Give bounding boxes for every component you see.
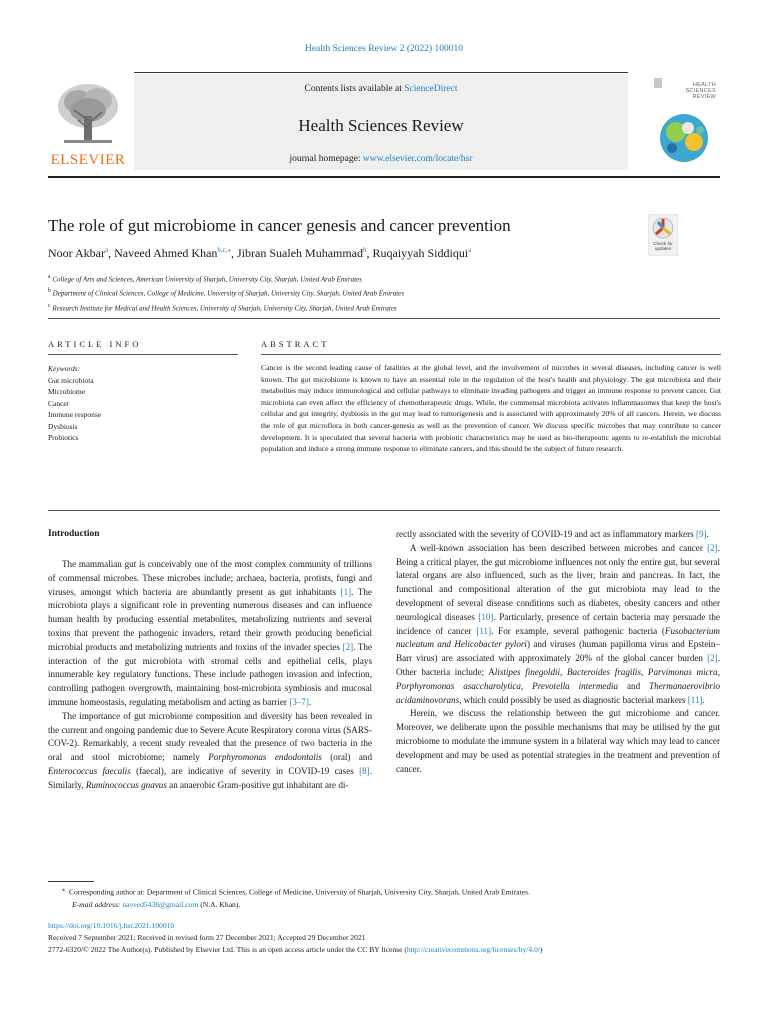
contents-line [134, 84, 628, 94]
cover-line-1: HEALTH [692, 82, 716, 88]
keyword: Immune response [48, 410, 102, 419]
homepage-link[interactable]: www.elsevier.com/locate/hsr [362, 154, 473, 164]
affiliation-text: Research Institute for Medical and Health Sciences, University of Sharjah, University City, Sharjah, United Arab Emirates [52, 303, 397, 312]
cover-title [685, 82, 716, 100]
affiliation-mark: a [48, 274, 51, 280]
journal-header [48, 72, 720, 172]
crossmark-label [648, 241, 678, 252]
divider [48, 510, 720, 511]
license-suffix: ) [540, 945, 543, 954]
footnote-mark: ⁎ [62, 886, 66, 893]
header-band [134, 74, 628, 170]
email-link[interactable]: naveed5438@gmail.com [122, 899, 199, 909]
affiliation-mark: c [48, 302, 51, 309]
affiliation-text: Department of Clinical Sciences, College of Medicine, University of Sharjah, University City, Sharjah, United Arab Emirates [52, 289, 405, 298]
check-for-updates-badge[interactable] [648, 214, 678, 256]
abstract-rule [261, 354, 721, 355]
author-name[interactable]: Jibran Sualeh Muhammad [237, 246, 364, 260]
keywords-block [48, 363, 238, 444]
article-info-rule [48, 354, 238, 355]
paragraph: A well-known association has been described between microbes and cancer [2]. Being a critical player, the gut microbiome influences not only the entire gut, but several lateral organs are also influenced, such as the liver, brain and pancreas. In fact, the functional and compositional alteration of the gut microbiota may lead to the development of several disease conditions such as diabetes, obesity cancers and other neurological diseases [10]. Particularly, presence of certain bacteria may persuade the incidence of cancer [11]. For example, several pathogenic bacteria (Fusobacterium nucleatum and Helicobacter pylori) and viruses (human papilloma virus and Epstein–Barr virus) are associated with approximately 20% of the global cancer burden [2]. Other bacteria include; Alistipes finegoldii, Bacteroides fragilis, Parvimonas micra, Porphyromonas asaccharolytica, Prevotella intermedia and Thermanaerovibrio acidaminovorans, which could possibly be used as diagnostic bacterial markers [11]. [396, 542, 720, 705]
cover-line-2: SCIENCES [685, 88, 716, 94]
citation-link[interactable]: [10] [478, 611, 494, 622]
body-column-right [396, 528, 720, 776]
journal-reference[interactable]: Health Sciences Review 2 (2022) 100010 [304, 44, 464, 54]
citation-link[interactable]: [11] [476, 625, 492, 636]
author-affiliation-mark[interactable]: b,c,⁎ [217, 246, 232, 254]
keyword: Gut microbiota [48, 375, 94, 385]
author-affiliation-mark[interactable]: b [363, 246, 367, 254]
author-list: Noor Akbar$^a$, Naveed Ahmed Khan$^{b,c,⁎}$, Jibran Sualeh Muhammad$^b$, Ruqaiyyah Siddiqui$^a$ [48, 246, 472, 260]
divider [48, 318, 720, 319]
keyword: Cancer [48, 398, 70, 408]
keyword: Dysbiosis [48, 421, 78, 431]
email-line [48, 899, 728, 911]
section-heading-introduction: Introduction [48, 529, 100, 539]
corresponding-text: Corresponding author at: Department of Clinical Sciences, College of Medicine, University of Sharjah, University City, Sharjah, United Arab Emirates. [68, 887, 530, 897]
sciencedirect-link[interactable]: ScienceDirect [404, 84, 458, 94]
author-affiliation-mark[interactable]: a [105, 246, 109, 254]
affiliation-item [48, 300, 668, 314]
footnote-line [48, 884, 728, 899]
paragraph: The mammalian gut is conceivably one of the most complex community of trillions of commensal microbes. These microbes include; archaea, bacteria, protists, fungi and viruses, amongst which bacteria are abundantly present as gut inhabitants [1]. The microbiota plays a significant role in preventing numerous diseases and can influence human health by producing essential metabolites, metabolizing nutrients and several toxins that prevent the pathogenic invaders, retard their growth producing beneficial microbial products and metabolizing nutrients and toxins of the invader species [2]. The interaction of the gut microbiota with stromal cells and epithelial cells, plays innumerable key regulatory functions. These include pathogen invasion and infection, controlling pathogen overgrowth, maintaining host-microbiota symbiosis and mucosal immune homeostasis, regulating metabolism and acting as barrier [3–7]. [48, 559, 373, 707]
journal-title: Health Sciences Review [298, 116, 464, 135]
journal-cover[interactable] [648, 72, 720, 172]
author-name[interactable]: Ruqaiyyah Siddiqui [372, 246, 469, 260]
author-name[interactable]: Naveed Ahmed Khan [114, 246, 218, 260]
citation-link[interactable]: [8] [359, 765, 370, 776]
keywords-label: Keywords: [48, 364, 81, 373]
citation-link[interactable]: [11] [687, 694, 703, 705]
article-info-heading: ARTICLE INFO [48, 339, 142, 349]
affiliation-text: College of Arts and Sciences, American University of Sharjah, University City, Sharjah, United Arab Emirates [52, 275, 362, 284]
received-dates: Received 7 September 2021; Received in revised form 27 December 2021; Accepted 29 December 2021 [48, 933, 366, 942]
citation-link[interactable]: [2] [707, 653, 718, 664]
license-link[interactable]: http://creativecommons.org/licenses/by/4.0/ [406, 945, 541, 954]
crossmark-line-2: updates [654, 246, 672, 252]
license-text: 2772-6320/© 2022 The Author(s). Published by Elsevier Ltd. This is an open access article under the CC BY license ( [48, 945, 407, 954]
header-divider [48, 176, 720, 178]
citation-link[interactable]: [2] [707, 542, 718, 553]
cover-line-3: REVIEW [692, 94, 716, 100]
author-affiliation-mark[interactable]: a [468, 246, 472, 254]
keyword: Probiotics [48, 433, 79, 442]
elsevier-logo[interactable] [48, 72, 128, 172]
paragraph: rectly associated with the severity of COVID-19 and act as inflammatory markers [9]. [396, 529, 709, 539]
paragraph: The importance of gut microbiome composition and diversity has been revealed in the current and ongoing pandemic due to Severe Acute Respiratory corona virus (SARS-COV-2). Remarkably, a recent study revealed that the presence of two bacteria in the oral and stool microbiome; namely Porphyromonas endodontalis (oral) and Enterococcus faecalis (faecal), are indicative of severity in COVID-19 cases [8]. Similarly, Ruminococcus gnavus an anaerobic Gram-positive gut inhabitant are di- [48, 710, 372, 790]
elsevier-tree-icon [54, 80, 122, 148]
crossmark-line-1: Check for [653, 241, 673, 246]
journal-homepage [134, 154, 628, 164]
affiliation-item [48, 271, 668, 285]
email-suffix: (N.A. Khan). [200, 899, 241, 909]
citation-link[interactable]: [3–7] [289, 696, 309, 707]
paragraph: Herein, we discuss the relationship between the gut microbiome and cancer. Moreover, we deliberate upon the possible mechanisms that may be utilised by the gut microbiome to modulate the immune system in a bilateral way which may lead to cancer development and may be used as potential strategies in the treatment and prevention of cancer. [396, 708, 720, 774]
homepage-prefix: journal homepage: [289, 154, 363, 164]
email-label: E-mail address: [72, 899, 121, 909]
keyword: Microbiome [48, 387, 86, 396]
footnote-rule [48, 881, 94, 882]
license-line [48, 944, 738, 956]
publisher-name: ELSEVIER [50, 152, 126, 168]
citation-link[interactable]: [1] [340, 586, 352, 597]
body-column-left [48, 558, 372, 793]
affiliations [48, 271, 668, 314]
doi-link[interactable]: https://doi.org/10.1016/j.hsr.2021.100010 [48, 921, 175, 930]
author-name[interactable]: Noor Akbar [48, 246, 105, 260]
citation-link[interactable]: [9] [696, 529, 707, 539]
article-title: The role of gut microbiome in cancer genesis and cancer prevention [48, 216, 511, 235]
affiliation-item [48, 285, 668, 299]
citation-link[interactable]: [2] [342, 641, 354, 652]
corresponding-author-note [48, 884, 728, 911]
abstract-text: Cancer is the second leading cause of fatalities at the global level, and the involvement of microbes in several diseases, including cancer is well known. The gut microbiome is known to have an essential role in the regulation of the host's health and physiology. The gut microbiota and their metabolites may induce immunological and cellular pathways to eliminate invading pathogens and trigger an immune response to prevent cancer. Gut microbiota can even affect the efficiency of chemotherapeutic drugs. While, the commensal microbiota activates inflammasomes that keep the host's cellular and gut integrity, dysbiosis in the gut may lead to tumorigenesis and is associated with approximately 20% of all cancers. Herein, we discuss the role of gut microflora in both cancer-genesis as well as the prevention of cancer. We discuss specific microbes that may contribute to cancer development. It is speculated that several bacteria with probiotic characteristics may be used as bio-therapeutic agents to re-establish the microbial population and induce a strong immune response to eliminate cancers, and this should be the subject of future research. [261, 363, 721, 454]
header-center [134, 72, 628, 172]
publication-info [48, 920, 738, 956]
affiliation-mark: b [48, 288, 51, 295]
contents-prefix: Contents lists available at [304, 84, 405, 94]
abstract-heading: ABSTRACT [261, 339, 330, 349]
